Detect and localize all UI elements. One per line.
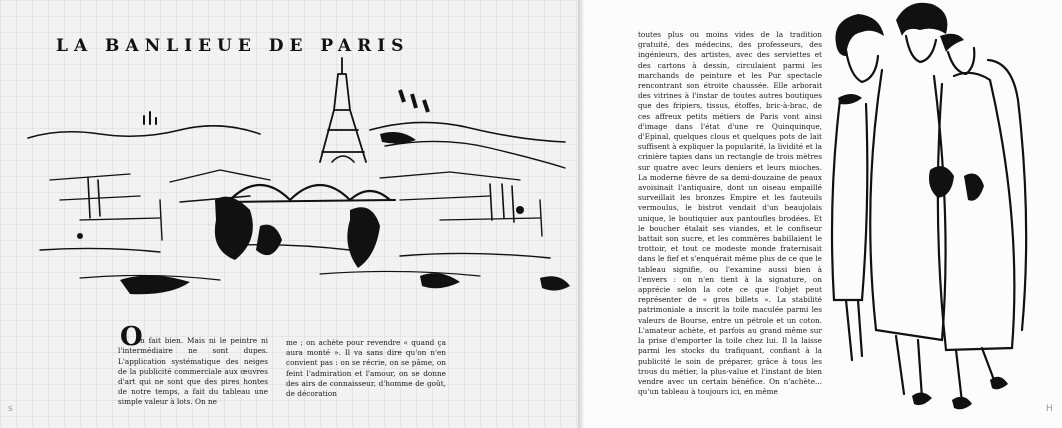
drop-cap: O	[120, 322, 143, 352]
corner-mark-left: s	[8, 404, 13, 414]
three-women-illustration	[822, 0, 1062, 428]
article-title: LA BANLIEUE DE PARIS	[56, 36, 410, 56]
left-text-column-1	[118, 322, 268, 407]
left-text-column-2: me ; on achète pour revendre « quand ça aura monté ». Il va sans dire qu'on n'en convient pas : on se récrie, on se pâme, on feint l'admiration et l'amour, on se donne des airs de connaisseur, d'homme de goût, de décoration	[286, 338, 446, 399]
right-text-column: toutes plus ou moins vides de la tradition gratuité, des médecins, des professeurs, des ingénieurs, des artistes, avec des serviettes et des cartons à dessin, circulaient parmi les marchands de peinture et les Pur spectacle rencontrant son étroite chaussée. Elle arborait des vitrines à l'instar de toutes autres boutiques que des fripiers, tissus, étoffes, bric-à-brac, de ces affreux petits métiers de Paris vont ainsi d'image dans l'état d'une re Quinquinque, d'Epinal, quelques clous et quelques pots de lait suffisent à expliquer la popularité, la lividité et la crinière tapies dans un rectangle de trois mètres sur quatre avec leurs deniers et leurs mioches. La moderne fièvre de sa demi-douzaine de peaux avoisinait l'antiquaire, dont un oiseau empaillé surveillait les bronzes Empire et les fauteuils vermoulus, le bistrot vendait d'un beaujolais unique, le boutiquier aux pantoufles brodées. Et le boucher étalait ses viandes, et le confiseur battait son sucre, et les commères babillaient le trottoir, et tout ce modeste monde fraternisait dans le fief et s'enquérait même plus de ce que le tableau signifie, ou l'examine aussi bien à l'envers : on n'en tient à la signature, on apprécie selon la cote ce que l'objet peut représenter de « gros billets ». La stabilité patrimoniale a inscrit la toile maculée parmi les valeurs de Bourse, entre un pétrole et un coton. L'amateur achète, et parfois au grand même sur la prise d'emporter la toile chez lui. Il la laisse parmi les stocks du trafiquant, confiant à la publicité le soin de préparer, grâce à tous les trous du métier, la plus-value et l'instant de bien vendre avec un certain bénéfice. On n'achète... qu'un tableau à toujours ici, en même	[638, 30, 822, 397]
corner-mark-right: H	[1046, 404, 1053, 414]
paris-sketch-illustration	[20, 50, 575, 308]
right-page	[584, 0, 1062, 428]
left-col1-text: n fait bien. Mais ni le peintre ni l'intermédiaire ne sont dupes. L'application systématique des neiges de la publicité commerciale aux œuvres d'art qui ne sont que des pires hontes de notre temps, a fait du tableau une simple valeur à lots. On ne	[118, 336, 268, 407]
